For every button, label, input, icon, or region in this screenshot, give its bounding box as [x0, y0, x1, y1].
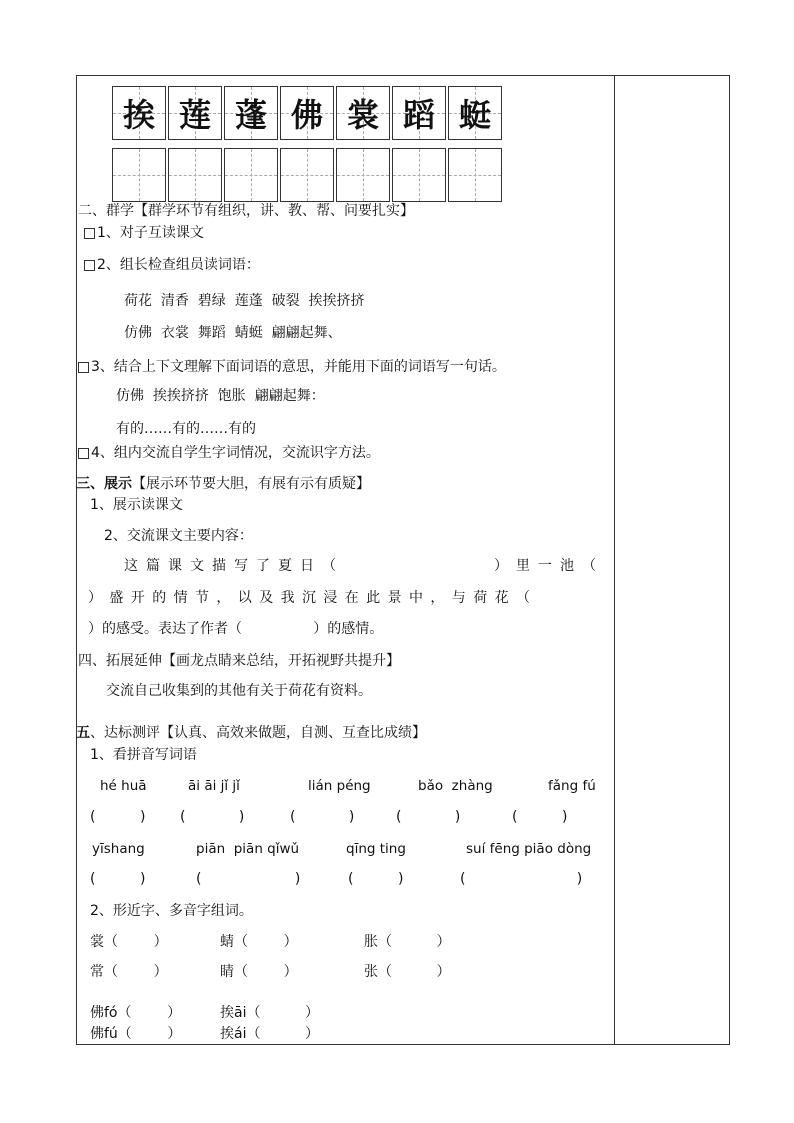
char-cell: 裳: [336, 86, 390, 140]
answer-blank[interactable]: ( ): [290, 809, 355, 825]
char-group-item[interactable]: 胀（ ）: [364, 934, 451, 950]
sec3-item-2: 2、交流课文主要内容：: [104, 528, 253, 544]
char-cell: 佛: [280, 86, 334, 140]
word-list-1: 荷花 清香 碧绿 莲蓬 破裂 挨挨挤挤: [124, 293, 365, 309]
answer-blank[interactable]: ( ): [512, 809, 568, 825]
char-cell: 挨: [112, 86, 166, 140]
answer-blank[interactable]: ( ): [90, 809, 146, 825]
answer-blank[interactable]: ( ): [90, 871, 146, 887]
char-cell: 蹈: [392, 86, 446, 140]
checkbox-icon: [84, 260, 95, 271]
summary-line-1a: 这篇课文描写了夏日（: [124, 558, 344, 574]
writing-cell[interactable]: [392, 148, 446, 202]
pinyin-6: yīshang: [92, 841, 145, 857]
pinyin-7: piān piān qǐwǔ: [196, 841, 300, 857]
pinyin-8: qīng ting: [346, 841, 406, 857]
pinyin-4: bǎo zhàng: [418, 778, 493, 794]
char-group-item[interactable]: 张（ ）: [364, 964, 451, 980]
char-cell: 蓬: [224, 86, 278, 140]
checkbox-icon: [78, 448, 89, 459]
section-5-title: 五、达标测评【认真、高效来做题，自测、互查比成绩】: [76, 725, 426, 741]
word-list-2: 仿佛 衣裳 舞蹈 蜻蜓 翩翩起舞、: [124, 325, 342, 341]
sec5-item-2: 2、形近字、多音字组词。: [90, 903, 253, 919]
pinyin-2: āi āi jǐ jǐ: [188, 778, 240, 794]
writing-cell[interactable]: [168, 148, 222, 202]
checkbox-icon: [84, 228, 95, 239]
answer-blank[interactable]: ( ): [196, 871, 301, 887]
polyphone-item[interactable]: 挨āi（ ）: [220, 1005, 319, 1021]
writing-cell[interactable]: [280, 148, 334, 202]
sec2-item-3: 3、结合上下文理解下面词语的意思，并能用下面的词语写一句话。: [78, 358, 506, 376]
sentence-pattern: 有的……有的……有的: [116, 421, 256, 437]
char-group-item[interactable]: 睛（ ）: [220, 964, 298, 980]
section-2-title: 二、群学【群学环节有组织，讲、教、帮、问要扎实】: [78, 203, 414, 219]
sec5-item-1: 1、看拼音写词语: [90, 747, 197, 763]
polyphone-item[interactable]: 佛fó（ ）: [90, 1005, 182, 1021]
summary-line-3: ）的感受。表达了作者（ ）的感情。: [88, 621, 384, 637]
sec2-item-1: 1、对子互读课文: [84, 224, 204, 242]
answer-blank[interactable]: ( ): [396, 809, 461, 825]
answer-blank[interactable]: ( ): [460, 871, 583, 887]
writing-cell[interactable]: [224, 148, 278, 202]
writing-cell[interactable]: [112, 148, 166, 202]
pinyin-1: hé huā: [100, 778, 147, 794]
sec2-item-2: 2、组长检查组员读词语：: [84, 256, 260, 274]
word-list-3: 仿佛 挨挨挤挤 饱胀 翩翩起舞：: [116, 388, 325, 404]
answer-blank[interactable]: ( ): [180, 809, 245, 825]
character-grid: [112, 86, 504, 140]
polyphone-item[interactable]: 佛fú（ ）: [90, 1026, 182, 1042]
writing-grid: [112, 148, 504, 202]
char-group-item[interactable]: 常（ ）: [90, 964, 168, 980]
writing-cell[interactable]: [448, 148, 502, 202]
column-divider: [614, 75, 615, 1045]
pinyin-5: fǎng fú: [548, 778, 596, 794]
char-group-item[interactable]: 蜻（ ）: [220, 934, 298, 950]
writing-cell[interactable]: [336, 148, 390, 202]
pinyin-3: lián péng: [308, 778, 371, 794]
char-group-item[interactable]: 裳（ ）: [90, 934, 168, 950]
polyphone-item[interactable]: 挨ái（ ）: [220, 1026, 319, 1042]
sec2-item-4: 4、组内交流自学生字词情况，交流识字方法。: [78, 444, 380, 462]
sec3-item-1: 1、展示读课文: [90, 497, 183, 513]
char-cell: 蜓: [448, 86, 502, 140]
summary-line-2: ）盛开的情节，以及我沉浸在此景中，与荷花（: [88, 590, 538, 606]
checkbox-icon: [78, 362, 89, 373]
section-4-title: 四、拓展延伸【画龙点睛来总结，开拓视野共提升】: [78, 653, 400, 669]
section-3-title: 三、展示【展示环节要大胆，有展有示有质疑】: [76, 476, 370, 492]
sec4-text: 交流自己收集到的其他有关于荷花有资料。: [106, 683, 372, 699]
summary-line-1b: ）里一池（: [494, 558, 604, 574]
answer-blank[interactable]: ( ): [348, 871, 404, 887]
pinyin-9: suí fēng piāo dòng: [466, 841, 592, 857]
char-cell: 莲: [168, 86, 222, 140]
